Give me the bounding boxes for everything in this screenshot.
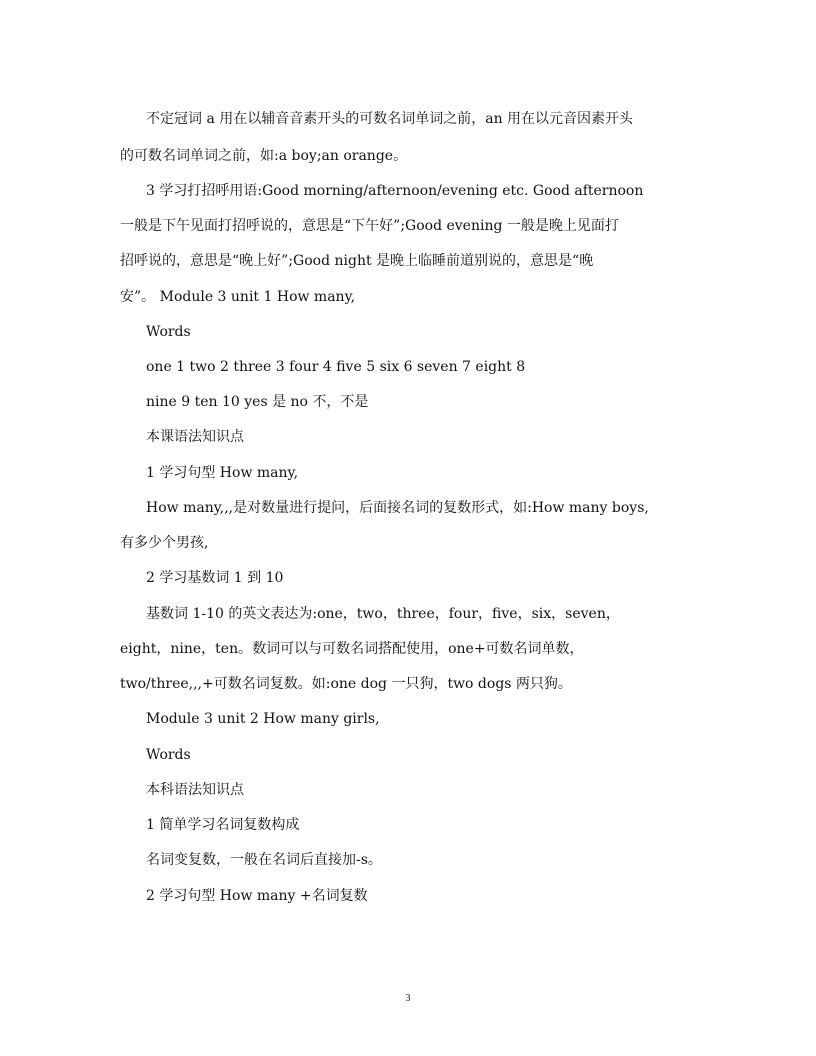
paragraph-line-23: 2 学习句型 How many +名词复数 bbox=[146, 888, 368, 904]
paragraph-line-1: 不定冠词 a 用在以辅音音素开头的可数名词单词之前，an 用在以元音因素开头 bbox=[146, 111, 634, 127]
paragraph-line-9: nine 9 ten 10 yes 是 no 不，不是 bbox=[146, 394, 369, 410]
paragraph-line-16: eight，nine，ten。数词可以与可数名词搭配使用，one+可数名词单数， bbox=[120, 641, 584, 657]
paragraph-line-20: 本科语法知识点 bbox=[146, 782, 244, 798]
paragraph-line-7: Words bbox=[146, 324, 191, 340]
page-number: 3 bbox=[405, 993, 411, 1004]
paragraph-line-6: 安”。 Module 3 unit 1 How many, bbox=[120, 289, 356, 305]
paragraph-line-10: 本课语法知识点 bbox=[146, 429, 244, 445]
paragraph-line-19: Words bbox=[146, 747, 191, 763]
paragraph-line-14: 2 学习基数词 1 到 10 bbox=[146, 570, 284, 586]
paragraph-line-4: 一般是下午见面打招呼说的，意思是“下午好”;Good evening 一般是晚上见面打 bbox=[120, 218, 619, 234]
paragraph-line-2: 的可数名词单词之前，如:a boy;an orange。 bbox=[120, 148, 408, 164]
paragraph-line-5: 招呼说的，意思是“晚上好”;Good night 是晚上临睡前道别说的，意思是“晚 bbox=[120, 253, 594, 269]
paragraph-line-13: 有多少个男孩, bbox=[120, 535, 209, 551]
paragraph-line-12: How many,,,是对数量进行提问，后面接名词的复数形式，如:How many boys, bbox=[146, 500, 649, 516]
paragraph-line-15: 基数词 1-10 的英文表达为:one，two，three，four，five，six，seven， bbox=[146, 606, 620, 622]
paragraph-line-18: Module 3 unit 2 How many girls, bbox=[146, 711, 380, 727]
paragraph-line-17: two/three,,,+可数名词复数。如:one dog 一只狗，two dogs 两只狗。 bbox=[120, 676, 572, 692]
paragraph-line-22: 名词变复数，一般在名词后直接加-s。 bbox=[146, 852, 382, 868]
paragraph-line-21: 1 简单学习名词复数构成 bbox=[146, 817, 300, 833]
paragraph-line-8: one 1 two 2 three 3 four 4 five 5 six 6 seven 7 eight 8 bbox=[146, 359, 526, 375]
paragraph-line-11: 1 学习句型 How many, bbox=[146, 465, 299, 481]
paragraph-line-3: 3 学习打招呼用语:Good morning/afternoon/evening etc. Good afternoon bbox=[146, 183, 644, 199]
